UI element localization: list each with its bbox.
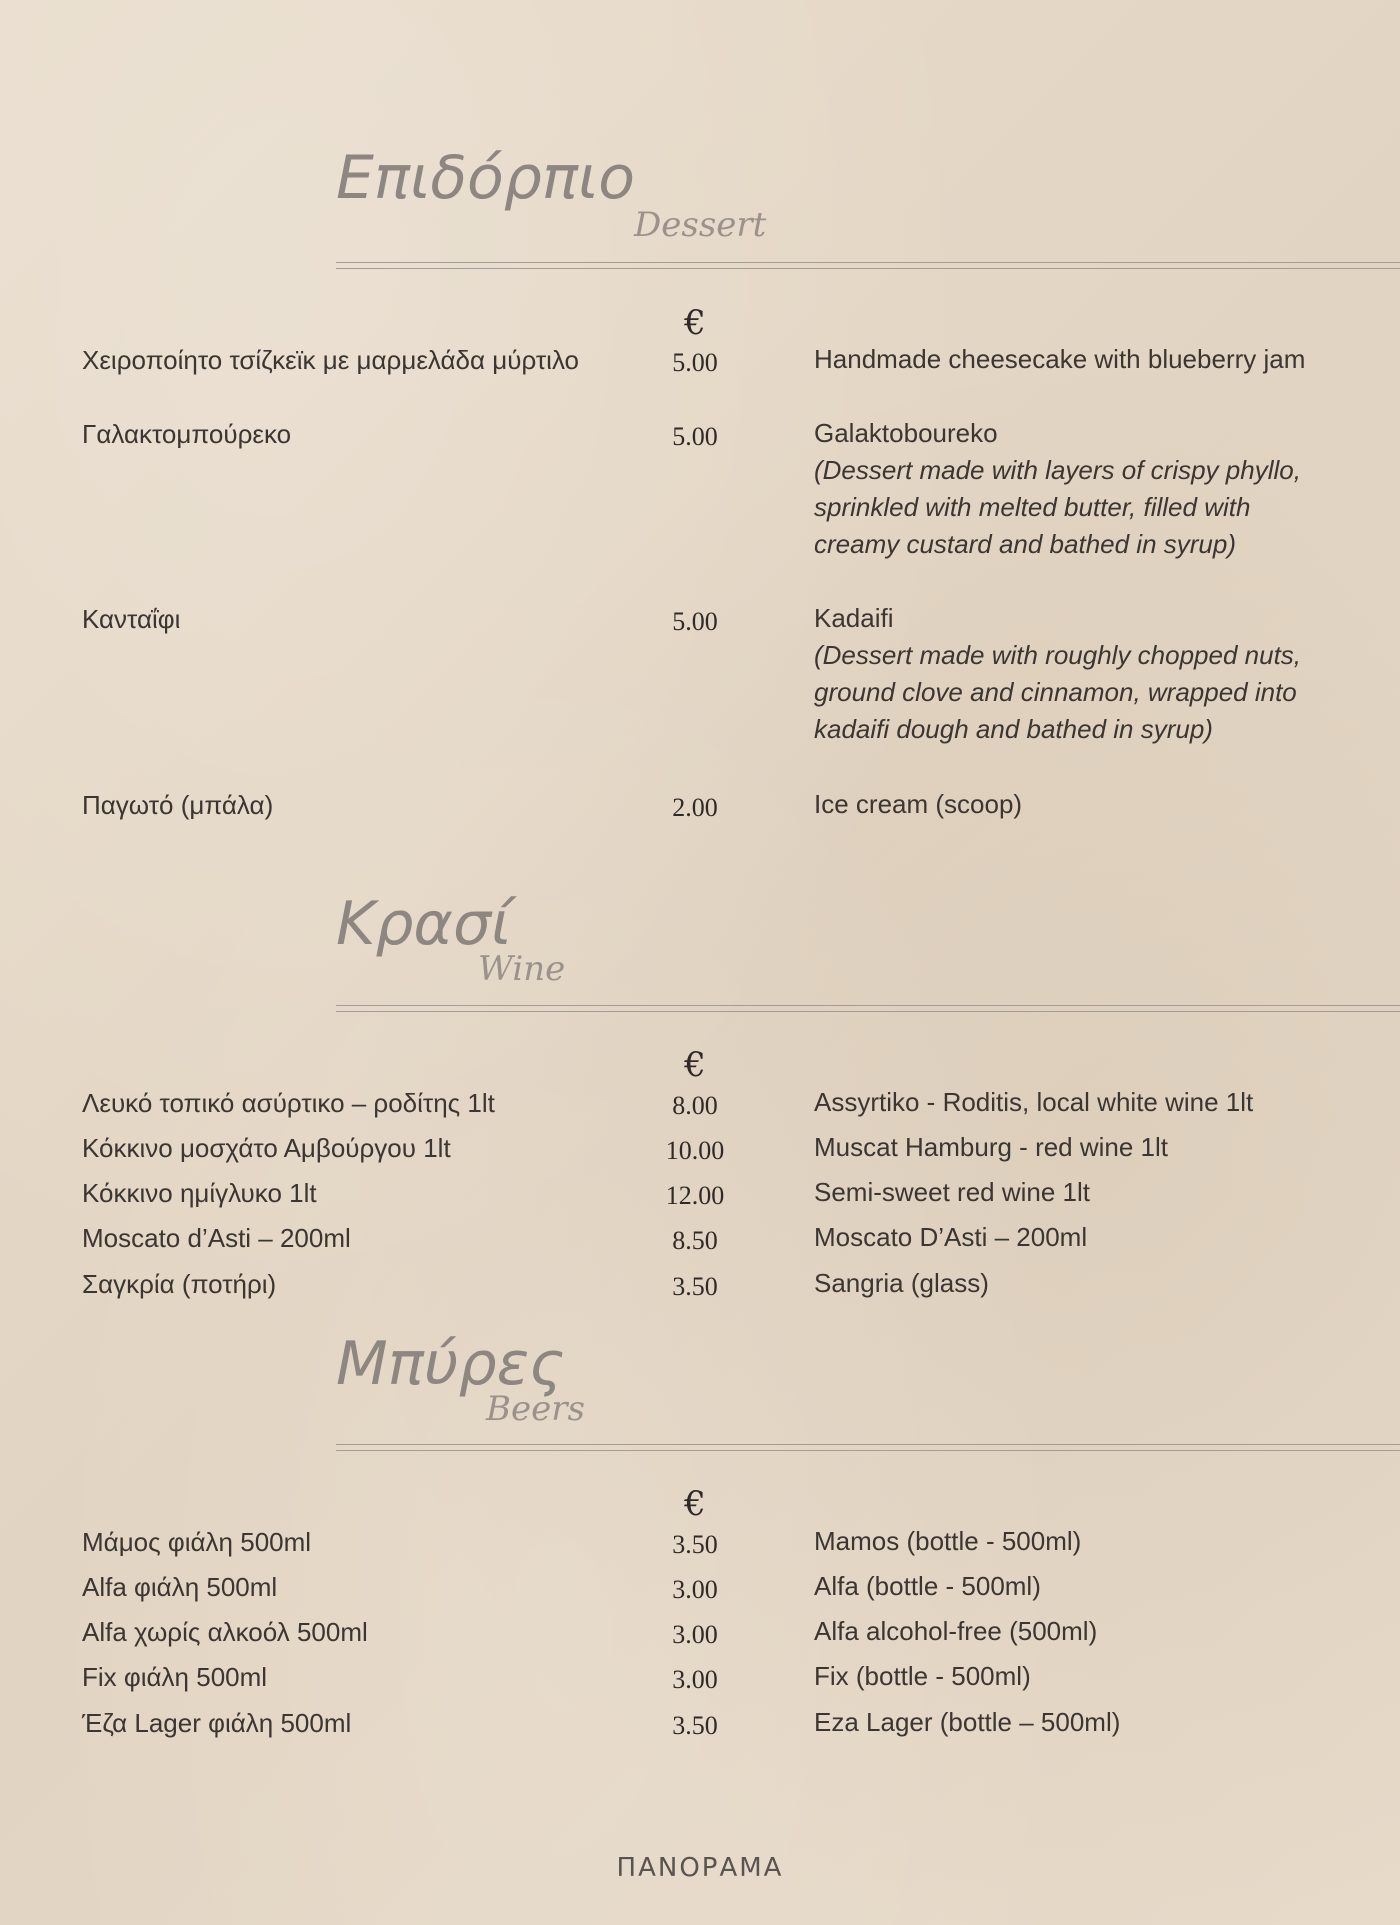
- section-title-wine: Κρασί: [336, 889, 512, 959]
- item-price: 3.00: [672, 1575, 718, 1604]
- item-name-greek: Κόκκινο ημίγλυκο 1lt: [82, 1178, 317, 1208]
- item-name-greek: Alfa φιάλη 500ml: [82, 1572, 278, 1602]
- item-name-english: [814, 415, 1374, 563]
- item-price: 3.50: [672, 1272, 718, 1301]
- item-price: 3.00: [672, 1620, 718, 1649]
- item-name-greek: Χειροποίητο τσίζκεϊκ με μαρμελάδα μύρτιλο: [82, 345, 580, 375]
- item-name-english: Eza Lager (bottle – 500ml): [814, 1707, 1121, 1737]
- item-description-line: (Dessert made with layers of crispy phyllo,: [814, 455, 1301, 485]
- section-title-dessert: Επιδόρπιο: [336, 143, 635, 213]
- item-name-greek: Κανταΐφι: [82, 604, 181, 634]
- item-name-greek: Μάμος φιάλη 500ml: [82, 1527, 312, 1557]
- item-description-line: (Dessert made with roughly chopped nuts,: [814, 640, 1302, 670]
- item-price: 10.00: [665, 1136, 725, 1165]
- item-price: 5.00: [672, 422, 718, 451]
- item-name-english: [814, 600, 1374, 748]
- item-description-line: ground clove and cinnamon, wrapped into: [814, 677, 1297, 707]
- section-subtitle-wine: Wine: [478, 949, 566, 989]
- section-divider: [336, 1005, 1400, 1012]
- item-description-line: sprinkled with melted butter, filled with: [814, 492, 1251, 522]
- section-divider: [336, 1444, 1400, 1451]
- item-english-title: Galaktoboureko: [814, 418, 998, 448]
- item-price: 8.00: [672, 1091, 718, 1120]
- section-title-beers: Μπύρες: [336, 1329, 565, 1399]
- item-name-greek: Έζα Lager φιάλη 500ml: [82, 1708, 352, 1738]
- item-name-english: Alfa alcohol-free (500ml): [814, 1616, 1098, 1646]
- item-name-english: Alfa (bottle - 500ml): [814, 1571, 1041, 1601]
- restaurant-name-footer: ΠΑΝΟΡΑΜΑ: [616, 1853, 784, 1883]
- item-name-greek: Λευκό τοπικό ασύρτικο – ροδίτης 1lt: [82, 1088, 495, 1118]
- currency-symbol: €: [684, 1484, 706, 1524]
- item-name-greek: Παγωτό (μπάλα): [82, 790, 274, 820]
- item-description-line: creamy custard and bathed in syrup): [814, 529, 1236, 559]
- item-name-english: Moscato D’Asti – 200ml: [814, 1222, 1088, 1252]
- item-name-english: Muscat Hamburg - red wine 1lt: [814, 1132, 1169, 1162]
- item-name-english: Mamos (bottle - 500ml): [814, 1526, 1082, 1556]
- item-price: 12.00: [665, 1181, 725, 1210]
- item-price: 3.00: [672, 1665, 718, 1694]
- item-english-title: Kadaifi: [814, 603, 894, 633]
- item-name-english: Fix (bottle - 500ml): [814, 1661, 1031, 1691]
- item-name-english: Assyrtiko - Roditis, local white wine 1lt: [814, 1087, 1254, 1117]
- item-description-line: kadaifi dough and bathed in syrup): [814, 714, 1213, 744]
- item-english-title: Ice cream (scoop): [814, 789, 1023, 819]
- item-name-greek: Γαλακτομπούρεκο: [82, 419, 292, 449]
- currency-symbol: €: [684, 303, 706, 343]
- item-name-greek: Alfa χωρίς αλκοόλ 500ml: [82, 1617, 368, 1647]
- item-name-english: Sangria (glass): [814, 1268, 989, 1298]
- item-price: 3.50: [672, 1711, 718, 1740]
- item-name-greek: Moscato d’Asti – 200ml: [82, 1223, 351, 1253]
- item-price: 5.00: [672, 348, 718, 377]
- item-name-greek: Fix φιάλη 500ml: [82, 1662, 268, 1692]
- item-price: 3.50: [672, 1530, 718, 1559]
- item-name-english: [814, 786, 1374, 823]
- currency-symbol: €: [684, 1045, 706, 1085]
- item-name-greek: Σαγκρία (ποτήρι): [82, 1269, 277, 1299]
- item-price: 5.00: [672, 607, 718, 636]
- section-subtitle-beers: Beers: [486, 1389, 585, 1429]
- section-subtitle-dessert: Dessert: [634, 205, 767, 245]
- item-name-english: Semi-sweet red wine 1lt: [814, 1177, 1090, 1207]
- item-english-title: Handmade cheesecake with blueberry jam: [814, 344, 1306, 374]
- item-price: 2.00: [672, 793, 718, 822]
- item-name-greek: Κόκκινο μοσχάτο Αμβούργου 1lt: [82, 1133, 451, 1163]
- item-price: 8.50: [672, 1226, 718, 1255]
- item-name-english: [814, 341, 1374, 378]
- section-divider: [336, 262, 1400, 269]
